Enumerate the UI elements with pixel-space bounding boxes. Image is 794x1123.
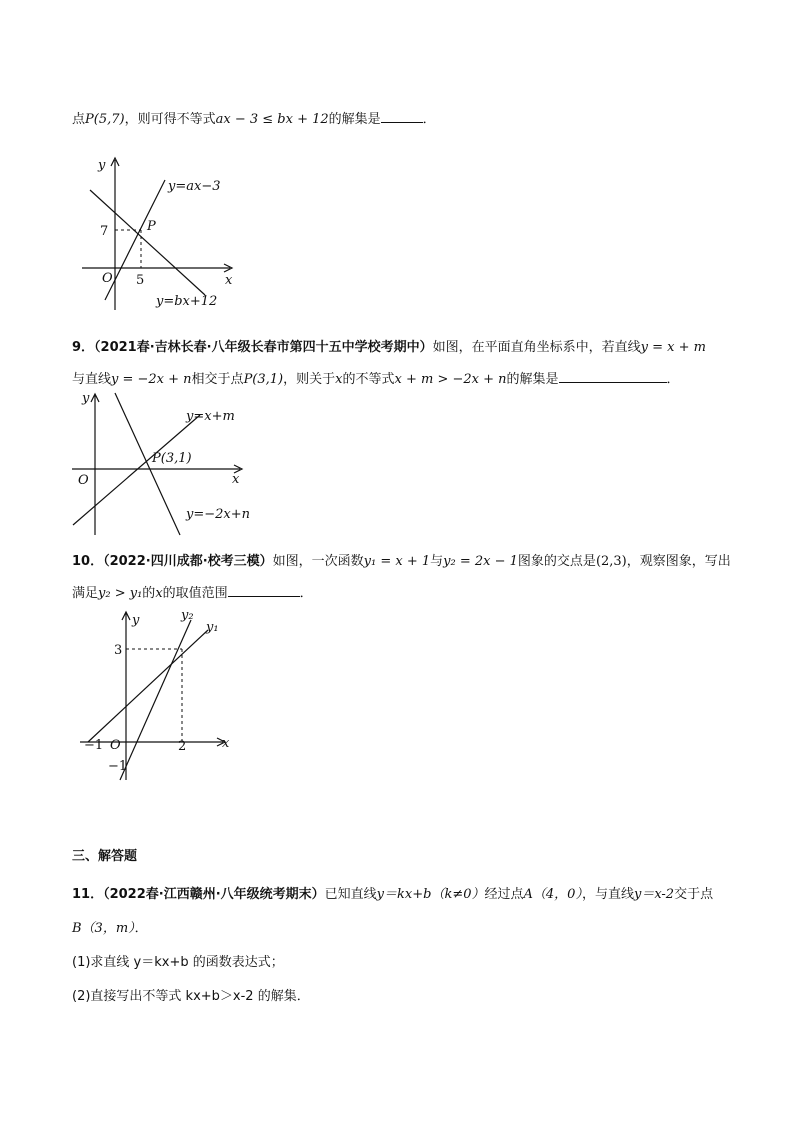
q8-inequality: ax − 3 ≤ bx + 12 [215, 112, 329, 127]
q10-tick-2: 2 [178, 739, 187, 754]
q8-line2-label: y=bx+12 [156, 294, 218, 309]
q10-text6: 的 [142, 586, 156, 601]
q10-source: （2022·四川成都·校考三模） [103, 554, 273, 569]
q8-x-label: x [225, 273, 233, 288]
q10-tick-minus1-y: −1 [108, 759, 128, 774]
q10-text4: ，观察图象，写出 [626, 554, 731, 569]
q11-point-b: B（3，m） [72, 921, 135, 936]
q9-text3: 相交于点 [191, 372, 244, 387]
q10-line-y1 [88, 630, 208, 742]
q10-end: ． [299, 586, 313, 601]
q10-line1 [72, 550, 731, 569]
q10-point: (2,3) [595, 554, 627, 569]
q11-line1 [72, 883, 713, 902]
q11-sub1: (1)求直线 y＝kx+b 的函数表达式； [72, 955, 284, 970]
q9-text5: 的不等式 [342, 372, 395, 387]
q8-answer-blank [381, 110, 423, 123]
q10-tick-3: 3 [114, 643, 123, 658]
q8-figure [70, 150, 250, 315]
q10-tick-minus1-x: −1 [84, 738, 104, 753]
q10-line-y2 [120, 620, 191, 780]
q10-number: 10． [72, 554, 104, 569]
q11-text1: 已知直线 [324, 887, 377, 902]
q8-point: P(5,7) [85, 112, 125, 127]
q10-y-label: y [132, 613, 140, 628]
q8-point-label: P [147, 219, 156, 234]
q10-text7: 的取值范围 [162, 586, 228, 601]
q10-label-y1: y₁ [206, 620, 219, 635]
q10-origin-label: O [110, 738, 121, 753]
q11-number: 11． [72, 887, 104, 902]
q11-line2 [72, 917, 148, 936]
q11-end: ． [134, 921, 148, 936]
q8-mid: ，则可得不等式 [124, 112, 216, 127]
q10-figure [78, 605, 238, 785]
q9-origin-label: O [78, 473, 89, 488]
q9-line1 [72, 336, 706, 355]
q8-lead: 点 [72, 112, 86, 127]
q9-line-x-m [73, 415, 200, 525]
q9-eq2: y = −2x + n [111, 372, 192, 387]
q10-answer-blank [228, 584, 300, 597]
q9-number: 9． [72, 340, 95, 355]
q10-condition: y₂ > y₁ [98, 586, 143, 601]
q9-y-label: y [82, 391, 90, 406]
q9-text6: 的解集是 [506, 372, 559, 387]
q9-text2: 与直线 [72, 372, 112, 387]
q9-figure [70, 390, 250, 540]
q9-text4: ，则关于 [283, 372, 336, 387]
q11-eq2: y＝x-2 [633, 887, 675, 902]
q9-line1-label: y=x+m [186, 409, 235, 424]
q8-origin-label: O [102, 271, 113, 286]
q11-text4: 交于点 [674, 887, 714, 902]
q10-label-y2: y₂ [181, 608, 194, 623]
q8-tick-5: 5 [136, 273, 145, 288]
q8-end: ． [422, 112, 436, 127]
q11-source: （2022春·江西赣州·八年级统考期末） [103, 887, 325, 902]
q9-end: ． [666, 372, 680, 387]
q8-statement [72, 108, 436, 127]
q11-cond: （k≠0） [431, 887, 485, 902]
q11-eq1: y＝kx+b [376, 887, 432, 902]
q8-line-ax-3 [105, 180, 165, 300]
q8-line1-label: y=ax−3 [168, 179, 221, 194]
q10-text1: 如图，一次函数 [272, 554, 364, 569]
q8-y-label: y [98, 158, 106, 173]
q11-text2: 经过点 [484, 887, 524, 902]
q10-text3: 图象的交点是 [517, 554, 596, 569]
q11-point-a: A（4，0） [523, 887, 582, 902]
q9-text1: 如图，在平面直角坐标系中，若直线 [432, 340, 641, 355]
q10-line2 [72, 582, 313, 601]
section-title: 三、解答题 [72, 849, 138, 864]
q9-answer-blank [559, 370, 667, 383]
q10-text5: 满足 [72, 586, 99, 601]
q9-line2 [72, 368, 680, 387]
q9-source: （2021春·吉林长春·八年级长春市第四十五中学校考期中） [94, 340, 433, 355]
q8-tick-7: 7 [100, 224, 109, 239]
q11-text3: ，与直线 [581, 887, 634, 902]
q10-var: x [155, 586, 163, 601]
q11-sub2: (2)直接写出不等式 kx+b＞x-2 的解集． [72, 989, 310, 1004]
q10-text2: 与 [430, 554, 444, 569]
q10-y2-eq: y₂ = 2x − 1 [443, 554, 518, 569]
q9-var: x [335, 372, 343, 387]
q9-line2-label: y=−2x+n [186, 507, 250, 522]
q8-tail: 的解集是 [328, 112, 381, 127]
q10-x-label: x [222, 736, 230, 751]
q10-y1-eq: y₁ = x + 1 [363, 554, 431, 569]
q9-point-label: P(3,1) [152, 451, 192, 466]
q9-eq1: y = x + m [640, 340, 706, 355]
q9-x-label: x [232, 472, 240, 487]
q9-inequality: x + m > −2x + n [394, 372, 507, 387]
q9-point: P(3,1) [243, 372, 284, 387]
